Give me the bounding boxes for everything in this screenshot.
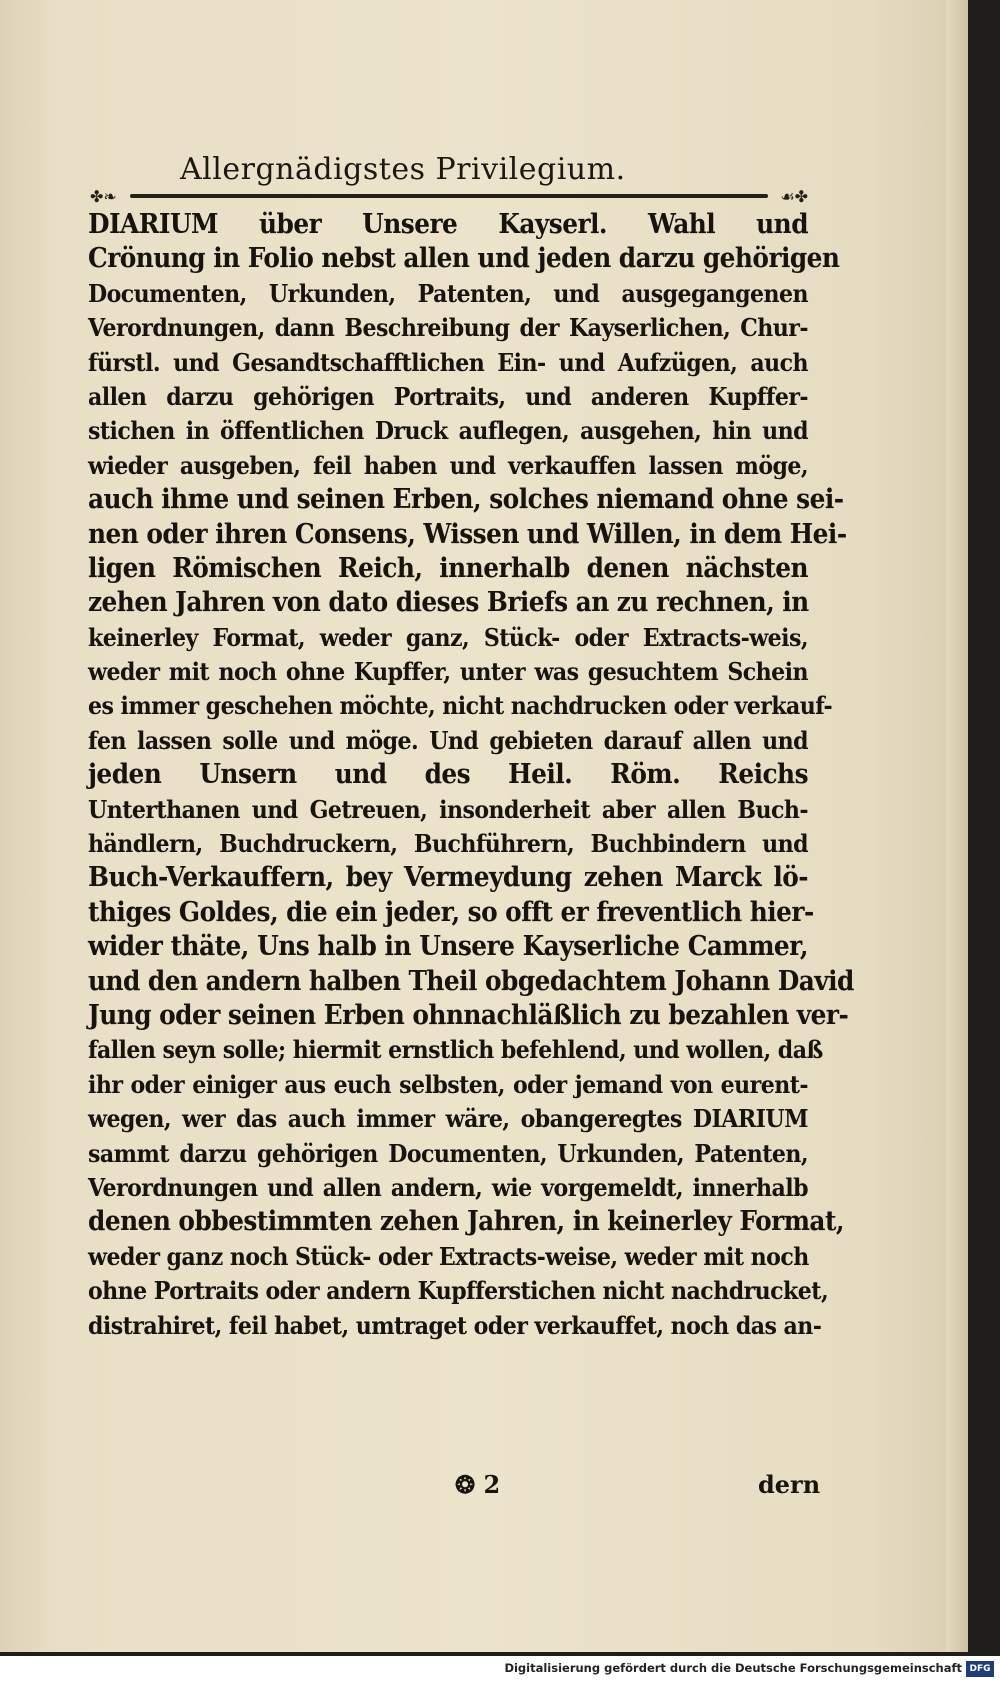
text-line: sammt darzu gehörigen Documenten, Urkunden, Patenten, <box>88 1138 809 1168</box>
text-line: und den andern halben Theil obgedachtem Johann David <box>88 965 854 997</box>
text-line: DIARIUM über Unsere Kayserl. Wahl und <box>88 209 809 240</box>
dfg-logo-icon: DFG <box>966 1661 994 1677</box>
text-line: distrahiret, feil habet, umtraget oder verkauffet, noch das an- <box>88 1310 822 1340</box>
funding-notice: Digitalisierung gefördert durch die Deutsche Forschungsgemeinschaft <box>504 1661 962 1675</box>
text-line: ihr oder einiger aus euch selbsten, oder jemand von eurent- <box>88 1069 809 1099</box>
text-line: stichen in öffentlichen Druck auflegen, ausgehen, hin und <box>88 416 809 446</box>
text-line: Verordnungen und allen andern, wie vorgemeldt, innerhalb <box>88 1172 809 1202</box>
text-line: fen lassen solle und möge. Und gebieten darauf allen und <box>88 725 809 755</box>
ornament-right-icon: ☙✤ <box>780 187 808 206</box>
text-line: weder ganz noch Stück- oder Extracts-weise, weder mit noch <box>88 1241 809 1271</box>
text-line: allen darzu gehörigen Portraits, und anderen Kupffer- <box>88 381 809 411</box>
text-line: denen obbestimmten zehen Jahren, in keinerley Format, <box>88 1206 844 1238</box>
text-line: Documenten, Urkunden, Patenten, und ausgegangenen <box>88 278 809 308</box>
catchword: dern <box>758 1470 821 1499</box>
text-line: Buch-Verkauffern, bey Vermeydung zehen Marck lö- <box>88 862 809 894</box>
text-line: händlern, Buchdruckern, Buchführern, Buchbindern und <box>88 829 809 859</box>
text-line: fürstl. und Gesandtschafftlichen Ein- und Aufzügen, auch <box>88 347 809 377</box>
text-line: Jung oder seinen Erben ohnnachläßlich zu bezahlen ver- <box>88 999 849 1031</box>
text-line: jeden Unsern und des Heil. Röm. Reichs <box>88 759 809 791</box>
text-line: weder mit noch ohne Kupffer, unter was gesuchtem Schein <box>88 657 809 687</box>
body-text <box>88 208 854 1343</box>
text-line: es immer geschehen möchte, nicht nachdrucken oder verkauf- <box>88 691 833 721</box>
text-line: wider thäte, Uns halb in Unsere Kayserliche Cammer, <box>88 931 809 963</box>
rule-line <box>130 194 768 198</box>
text-line: thiges Goldes, die ein jeder, so offt er freventlich hier- <box>88 896 814 928</box>
text-line: Verordnungen, dann Beschreibung der Kayserlichen, Chur- <box>88 313 809 343</box>
text-line: nen oder ihren Consens, Wissen und Willen, in dem Hei- <box>88 518 847 550</box>
text-line: auch ihme und seinen Erben, solches niemand ohne sei- <box>88 484 844 516</box>
text-line: wieder ausgeben, feil haben und verkauffen lassen möge, <box>88 450 809 480</box>
text-line: Unterthanen und Getreuen, insonderheit aber allen Buch- <box>88 794 809 824</box>
text-line: Crönung in Folio nebst allen und jeden darzu gehörigen <box>88 243 840 275</box>
text-line: zehen Jahren von dato dieses Briefs an zu rechnen, in <box>88 587 809 619</box>
page-edge <box>946 0 968 1652</box>
page-heading: Allergnädigstes Privilegium. <box>180 152 626 187</box>
ornamental-rule <box>90 187 808 206</box>
text-line: ligen Römischen Reich, innerhalb denen nächsten <box>88 552 809 584</box>
text-line: keinerley Format, weder ganz, Stück- oder Extracts-weis, <box>88 622 809 652</box>
text-line: ohne Portraits oder andern Kupfferstichen nicht nachdrucket, <box>88 1276 829 1306</box>
text-line: fallen seyn solle; hiermit ernstlich befehlend, und wollen, daß <box>88 1035 823 1065</box>
ornament-left-icon: ✤❧ <box>90 187 117 206</box>
signature-mark: ❂ 2 <box>455 1470 501 1499</box>
footer-bar <box>0 1656 1000 1683</box>
text-line: wegen, wer das auch immer wäre, obangeregtes DIARIUM <box>88 1104 809 1134</box>
